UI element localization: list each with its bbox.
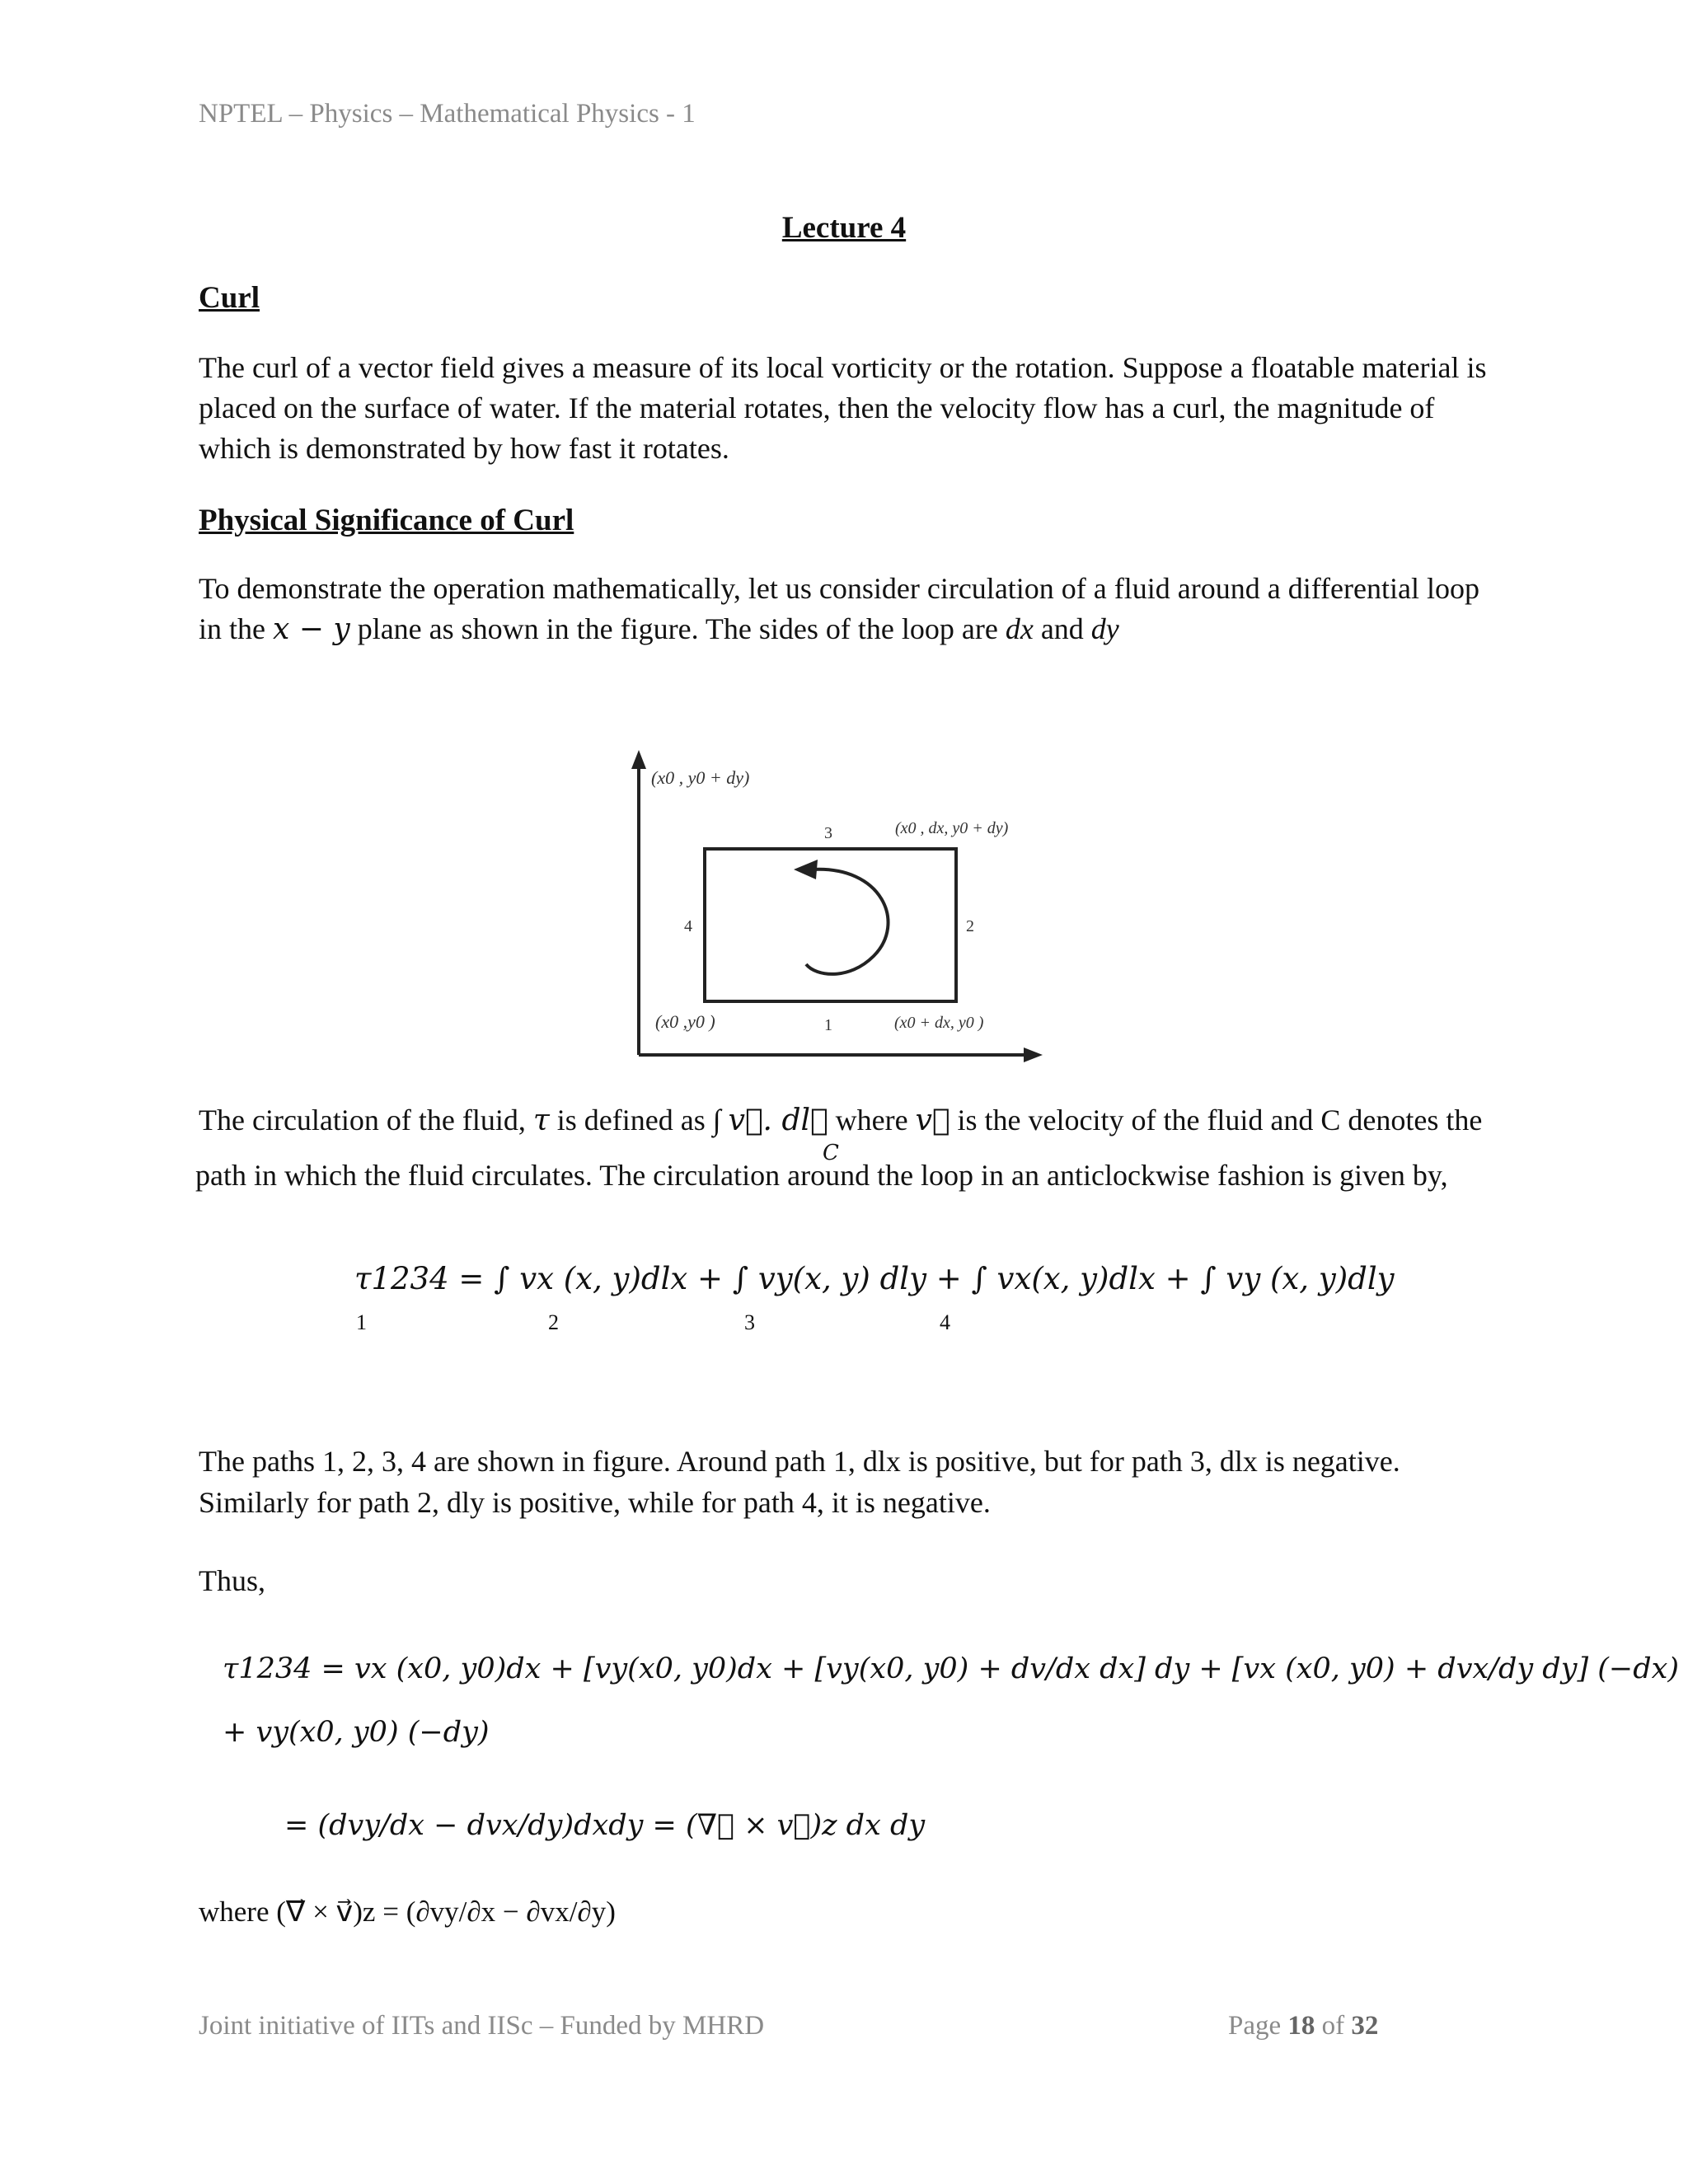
- tau-symbol: τ: [532, 1104, 550, 1137]
- total-pages: 32: [1351, 2011, 1379, 2041]
- circulation-text-3: where: [828, 1104, 916, 1137]
- side-3-label: 3: [824, 824, 832, 842]
- equation-circulation: τ1234 = ∫ vx (x, y)dlx + ∫ vy(x, y) dly + ∫ vx(x, y)dlx + ∫ vy (x, y)dly: [354, 1261, 1395, 1296]
- significance-text-2: plane as shown in the figure. The sides of the loop are: [349, 612, 1006, 645]
- page-header: NPTEL – Physics – Mathematical Physics - 1: [199, 99, 696, 129]
- equation-curl-result: = (dvy/dx − dvx/dy)dxdy = (∇⃗ × v⃗)z dx dy: [284, 1809, 926, 1842]
- corner-top-right-label: (x0 , dx, y0 + dy): [895, 819, 1009, 837]
- rotation-arrow-icon: [794, 860, 818, 879]
- circulation-text-2: is defined as ∫: [549, 1104, 729, 1137]
- and-text: and: [1033, 612, 1091, 645]
- page-number: [1228, 2011, 1378, 2041]
- significance-text-1: To demonstrate the operation mathematically, let us consider circulation of a fluid around a differential loop in the: [199, 572, 1479, 645]
- loop-rectangle: [705, 849, 956, 1001]
- eq1-sub-4: 4: [940, 1310, 950, 1334]
- paths-line-2: Similarly for path 2, dly is positive, while for path 4, it is negative.: [199, 1486, 991, 1519]
- circulation-text-4: is the velocity of the fluid and C denotes the: [950, 1104, 1483, 1137]
- of-word: of: [1315, 2011, 1352, 2041]
- side-1-label: 1: [824, 1016, 832, 1034]
- equation-expansion-line-1: τ1234 = vx (x0, y0)dx + [vy(x0, y0)dx + [vy(x0, y0) + dv/dx dx] dy + [vx (x0, y0) + dvx/dy dy] (−dx): [223, 1652, 1680, 1685]
- dy-symbol: dy: [1090, 612, 1119, 645]
- y-axis-arrow-icon: [631, 750, 646, 769]
- lecture-title: Lecture 4: [781, 211, 907, 245]
- corner-bottom-left-label: (x0 ,y0 ): [655, 1011, 715, 1032]
- significance-heading: Physical Significance of Curl: [199, 504, 574, 537]
- circulation-text-1: The circulation of the fluid,: [199, 1104, 533, 1137]
- x-axis-arrow-icon: [1024, 1047, 1043, 1062]
- plane-symbol: x − y: [272, 612, 350, 646]
- contour-subscript: C: [823, 1141, 839, 1165]
- integrand-symbol: v⃗. dl⃗: [728, 1104, 828, 1137]
- footer-left: Joint initiative of IITs and IISc – Funded by MHRD: [199, 2011, 765, 2041]
- eq1-sub-1: 1: [356, 1310, 367, 1334]
- side-2-label: 2: [966, 917, 974, 935]
- equation-expansion-line-2: + vy(x0, y0) (−dy): [223, 1716, 490, 1749]
- side-4-label: 4: [684, 917, 692, 935]
- significance-paragraph: [199, 569, 1501, 649]
- corner-bottom-right-label: (x0 + dx, y0 ): [894, 1014, 984, 1032]
- curl-paragraph: The curl of a vector field gives a measure of its local vorticity or the rotation. Suppose a floatable material is placed on the surface of water. If the material rotates, then the velocity flow has a curl, the magnitude of which is demonstrated by how fast it rotates.: [199, 351, 1487, 465]
- corner-top-left-label: (x0 , y0 + dy): [651, 767, 750, 788]
- equation-curl-definition: where (∇⃗ × v⃗)z = (∂vy/∂x − ∂vx/∂y): [199, 1896, 616, 1928]
- rotation-curve: [806, 869, 889, 974]
- paths-line-1: The paths 1, 2, 3, 4 are shown in figure. Around path 1, dlx is positive, but for path 3, dlx is negative.: [199, 1445, 1400, 1478]
- velocity-symbol: v⃗: [915, 1104, 950, 1137]
- eq1-sub-2: 2: [548, 1310, 559, 1334]
- page-word: Page: [1228, 2011, 1288, 2041]
- current-page: 18: [1287, 2011, 1315, 2041]
- loop-figure: [626, 746, 1055, 1076]
- eq1-sub-3: 3: [744, 1310, 755, 1334]
- curl-heading: Curl: [199, 281, 260, 315]
- thus-text: Thus,: [199, 1564, 265, 1597]
- dx-symbol: dx: [1005, 612, 1034, 645]
- circulation-line-2: path in which the fluid circulates. The circulation around the loop in an anticlockwise fashion is given by,: [195, 1159, 1448, 1192]
- circulation-line-1: [199, 1103, 1482, 1137]
